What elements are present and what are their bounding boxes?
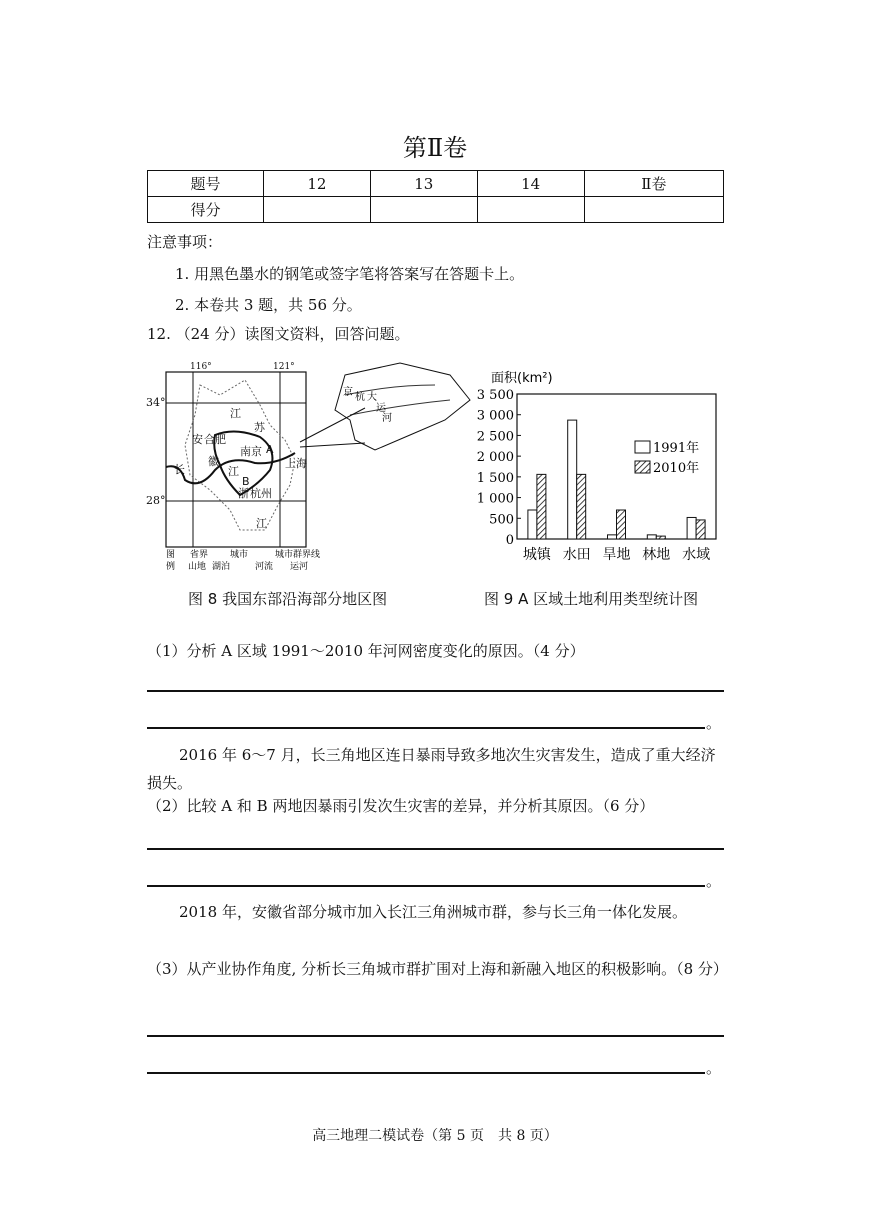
- period: 。: [706, 714, 722, 732]
- bar-1991年: [568, 420, 577, 539]
- region-map: [160, 355, 480, 575]
- legend-label: 2010年: [653, 461, 700, 476]
- score-input[interactable]: [477, 197, 584, 223]
- inset-label: 大: [367, 392, 377, 403]
- answer-line[interactable]: [147, 690, 724, 692]
- note-item: 2. 本卷共 3 题，共 56 分。: [175, 296, 362, 314]
- lat-label: 28°: [146, 494, 166, 507]
- map-label: 江: [228, 465, 239, 478]
- answer-line[interactable]: [147, 1072, 705, 1074]
- bar-1991年: [687, 517, 696, 539]
- legend-swatch: [635, 461, 650, 473]
- x-tick-label: 林地: [642, 547, 671, 563]
- map-label: 徽: [208, 455, 219, 468]
- lon-label: 121°: [273, 362, 295, 372]
- answer-line[interactable]: [147, 848, 724, 850]
- x-tick-label: 城镇: [522, 547, 551, 563]
- material-2: 2016 年 6～7 月，长三角地区连日暴雨导致多地次生灾害发生，造成了重大经济损失。: [147, 746, 716, 792]
- map-label: 江: [256, 517, 267, 530]
- inset-label: 河: [382, 413, 392, 424]
- bar-2010年: [696, 520, 705, 539]
- table-cell: 得分: [148, 197, 264, 223]
- y-tick-label: 500: [489, 512, 514, 528]
- bar-2010年: [537, 474, 546, 539]
- figure-caption: 图 9 A 区域土地利用类型统计图: [484, 590, 699, 608]
- map-label: 安: [192, 433, 203, 446]
- y-tick-label: 0: [505, 533, 514, 548]
- bar-1991年: [528, 510, 537, 539]
- note-item: 1. 用黑色墨水的钢笔或签字笔将答案写在答题卡上。: [175, 265, 525, 283]
- inset-label: 京: [343, 387, 353, 398]
- y-tick-label: 2 500: [476, 429, 514, 445]
- bar-2010年: [617, 510, 626, 539]
- legend-label: 1991年: [653, 441, 700, 456]
- map-label: 杭州: [250, 487, 272, 500]
- legend-label: 城市群界线: [275, 550, 321, 560]
- score-input[interactable]: [264, 197, 371, 223]
- x-tick-label: 旱地: [602, 547, 631, 563]
- period: 。: [706, 1059, 722, 1077]
- bar-1991年: [647, 535, 656, 539]
- score-input[interactable]: [584, 197, 723, 223]
- legend-label: 图: [166, 550, 176, 560]
- legend-label: 运河: [290, 562, 309, 572]
- legend-label: 城市: [230, 550, 249, 560]
- answer-line[interactable]: [147, 727, 705, 729]
- table-cell: 题号: [148, 171, 264, 197]
- map-label: 浙: [238, 487, 249, 500]
- table-cell: Ⅱ卷: [584, 171, 723, 197]
- table-row: [148, 171, 724, 197]
- map-label: 上海: [285, 457, 307, 470]
- question-1: （1）分析 A 区域 1991～2010 年河网密度变化的原因。（4 分）: [147, 642, 585, 660]
- inset-label: 杭: [355, 392, 365, 403]
- page-footer: 高三地理二模试卷（第 5 页 共 8 页）: [312, 1128, 558, 1144]
- lat-label: 34°: [146, 396, 166, 409]
- legend-label: 山地: [188, 562, 207, 572]
- question-2: （2）比较 A 和 B 两地因暴雨引发次生灾害的差异，并分析其原因。（6 分）: [147, 797, 655, 815]
- lon-label: 116°: [190, 362, 212, 372]
- legend-swatch: [635, 441, 650, 453]
- land-use-chart: [475, 360, 745, 575]
- question-intro: 12. （24 分）读图文资料，回答问题。: [147, 325, 410, 343]
- legend-label: 例: [166, 562, 176, 572]
- page-title: 第Ⅱ卷: [402, 134, 468, 162]
- y-axis-label: 面积(km²): [491, 371, 553, 386]
- map-label: 长: [174, 463, 185, 476]
- legend-label: 湖泊: [212, 562, 231, 572]
- bar-2010年: [656, 536, 665, 539]
- score-table: [147, 170, 724, 223]
- table-row: [148, 197, 724, 223]
- bar-1991年: [608, 535, 617, 539]
- y-tick-label: 2 000: [476, 450, 514, 466]
- map-label: 合肥: [204, 433, 226, 446]
- y-tick-label: 3 500: [476, 388, 514, 403]
- answer-line[interactable]: [147, 885, 705, 887]
- x-tick-label: 水域: [682, 547, 711, 563]
- y-tick-label: 3 000: [476, 408, 514, 424]
- inset-label: 运: [376, 403, 386, 414]
- period: 。: [706, 872, 722, 890]
- map-label: 苏: [254, 421, 265, 434]
- material-3: 2018 年，安徽省部分城市加入长江三角洲城市群，参与长三角一体化发展。: [179, 903, 687, 921]
- table-cell: 12: [264, 171, 371, 197]
- x-tick-label: 水田: [562, 547, 591, 563]
- legend-label: 河流: [255, 562, 274, 572]
- y-tick-label: 1 000: [476, 491, 514, 507]
- map-label: 江: [230, 407, 241, 420]
- notes-heading: 注意事项：: [147, 233, 223, 251]
- map-label: 南京: [240, 445, 262, 458]
- figure-caption: 图 8 我国东部沿海部分地区图: [188, 590, 388, 608]
- score-input[interactable]: [370, 197, 477, 223]
- map-label: A: [266, 443, 274, 456]
- legend-label: 省界: [190, 550, 209, 560]
- table-cell: 14: [477, 171, 584, 197]
- table-cell: 13: [370, 171, 477, 197]
- map-label: B: [242, 475, 250, 488]
- bar-2010年: [577, 474, 586, 539]
- question-3: （3）从产业协作角度, 分析长三角城市群扩围对上海和新融入地区的积极影响。（8 分）: [147, 960, 728, 978]
- y-tick-label: 1 500: [476, 470, 514, 486]
- answer-line[interactable]: [147, 1035, 724, 1037]
